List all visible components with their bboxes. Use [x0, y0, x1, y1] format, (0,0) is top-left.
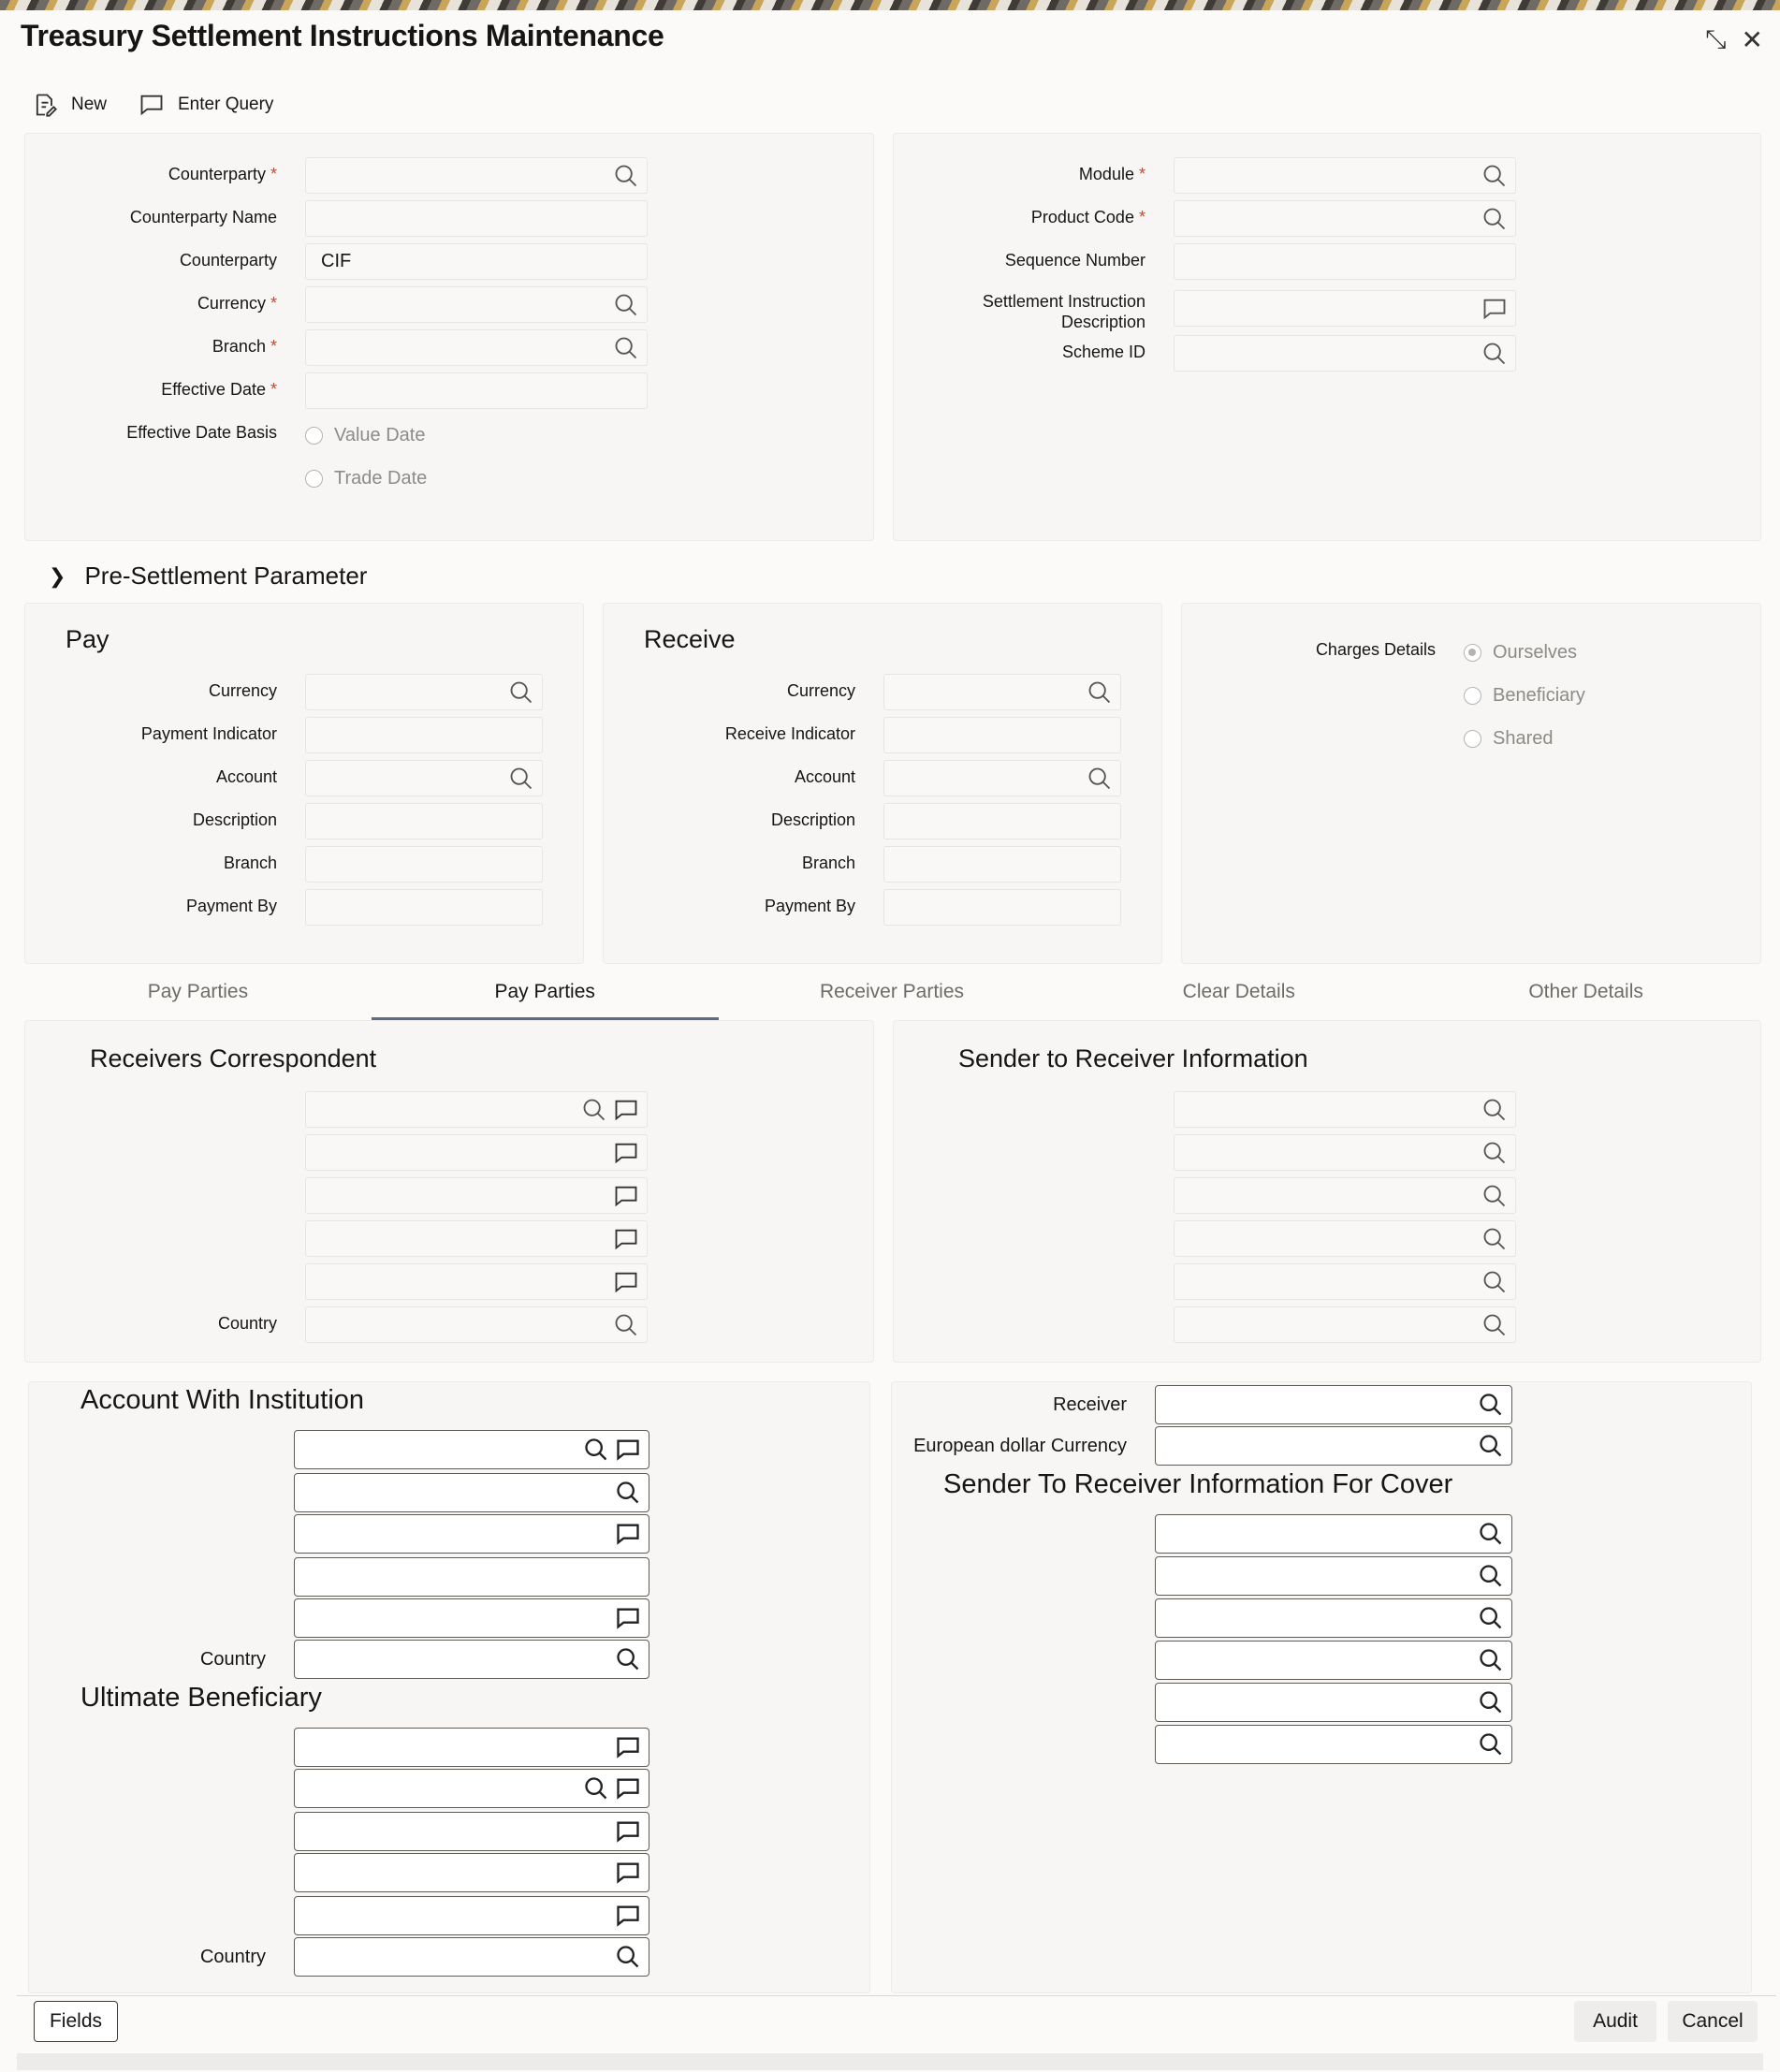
pay-branch-input[interactable] — [305, 846, 543, 883]
rc-line-1-input[interactable] — [305, 1091, 648, 1128]
cover-line-6-input[interactable] — [1155, 1725, 1512, 1764]
search-icon[interactable] — [613, 1312, 639, 1338]
radio-circle[interactable] — [1464, 644, 1481, 662]
ub-line-2-input[interactable] — [294, 1769, 649, 1808]
search-icon[interactable] — [1478, 1521, 1504, 1547]
receive-description-input[interactable] — [883, 803, 1121, 839]
comment-icon[interactable] — [615, 1605, 641, 1631]
top-decorative-strip — [0, 0, 1780, 10]
search-icon[interactable] — [1087, 766, 1113, 792]
search-icon[interactable] — [1087, 679, 1113, 706]
search-icon[interactable] — [1478, 1433, 1504, 1459]
awi-line-2-input[interactable] — [294, 1473, 649, 1512]
search-icon[interactable] — [1481, 1140, 1508, 1166]
receive-indicator-input[interactable] — [883, 717, 1121, 753]
search-icon[interactable] — [613, 163, 639, 189]
search-icon[interactable] — [613, 335, 639, 361]
awi-line-4-input[interactable] — [294, 1557, 649, 1597]
search-icon[interactable] — [1481, 1269, 1508, 1295]
receive-currency-input[interactable] — [883, 674, 1121, 710]
ultimate-beneficiary-title: Ultimate Beneficiary — [80, 1683, 322, 1713]
tab-other-details[interactable]: Other Details — [1528, 981, 1643, 1002]
search-icon[interactable] — [508, 766, 534, 792]
sequence-number-label: Sequence Number — [1004, 251, 1145, 270]
comment-icon[interactable] — [615, 1860, 641, 1886]
receive-currency-label: Currency — [786, 681, 855, 700]
str-line-4-input[interactable] — [1174, 1220, 1516, 1257]
ub-country-input[interactable] — [294, 1937, 649, 1977]
product-code-input[interactable] — [1174, 200, 1516, 237]
enter-query-button[interactable] — [139, 92, 273, 118]
cover-title: Sender To Receiver Information For Cover — [943, 1469, 1453, 1499]
settlement-desc-label-line2: Description — [1060, 313, 1145, 331]
cover-line-1-input[interactable] — [1155, 1514, 1512, 1554]
cover-receiver-label: Receiver — [1053, 1394, 1127, 1415]
chevron-right-icon: ❯ — [49, 563, 66, 588]
charges-beneficiary-radio[interactable]: Beneficiary — [1464, 685, 1585, 707]
branch-input[interactable] — [305, 329, 648, 366]
settlement-desc-input[interactable] — [1174, 290, 1516, 327]
fields-button[interactable]: Fields — [34, 2001, 118, 2042]
ub-line-5-input[interactable] — [294, 1896, 649, 1935]
pay-currency-label: Currency — [208, 681, 277, 700]
radio-circle[interactable] — [1464, 730, 1481, 748]
receive-branch-label: Branch — [801, 854, 855, 872]
window-title: Treasury Settlement Instructions Maintenance — [21, 19, 664, 52]
comment-icon[interactable] — [615, 1437, 641, 1463]
window-controls — [1705, 24, 1763, 55]
currency-label: Currency * — [197, 294, 277, 313]
effective-date-input[interactable] — [305, 372, 648, 409]
enter-query-label: Enter Query — [178, 95, 274, 114]
search-icon[interactable] — [1481, 1226, 1508, 1252]
status-bar — [17, 2053, 1763, 2070]
cover-receiver-input[interactable] — [1155, 1385, 1512, 1424]
pay-payment-by-label: Payment By — [185, 897, 277, 915]
module-label: Module * — [1078, 165, 1145, 183]
rc-line-3-input[interactable] — [305, 1177, 648, 1214]
comment-icon[interactable] — [615, 1734, 641, 1760]
scheme-id-input[interactable] — [1174, 335, 1516, 372]
comment-icon[interactable] — [1481, 296, 1508, 322]
str-line-3-input[interactable] — [1174, 1177, 1516, 1214]
effective-date-basis-label: Effective Date Basis — [126, 423, 277, 442]
str-line-1-input[interactable] — [1174, 1091, 1516, 1128]
trade-date-radio[interactable]: Trade Date — [305, 468, 427, 489]
search-icon[interactable] — [508, 679, 534, 706]
pre-settlement-title: Pre-Settlement Parameter — [84, 562, 368, 590]
search-icon[interactable] — [1478, 1605, 1504, 1631]
branch-label: Branch * — [212, 337, 277, 356]
awi-country-label: Country — [199, 1649, 266, 1670]
pay-title: Pay — [66, 625, 109, 653]
pay-branch-label: Branch — [223, 854, 277, 872]
search-icon[interactable] — [1481, 1183, 1508, 1209]
payment-indicator-label: Payment Indicator — [140, 724, 277, 743]
tab-pay-parties-2[interactable]: Pay Parties — [372, 977, 719, 1020]
ub-line-4-input[interactable] — [294, 1853, 649, 1892]
search-icon[interactable] — [1478, 1647, 1504, 1673]
charges-details-label: Charges Details — [1315, 640, 1436, 659]
search-icon[interactable] — [615, 1480, 641, 1506]
comment-icon[interactable] — [615, 1521, 641, 1547]
awi-line-1-input[interactable] — [294, 1430, 649, 1469]
str-line-6-input[interactable] — [1174, 1306, 1516, 1343]
search-icon[interactable] — [1478, 1731, 1504, 1758]
new-document-icon — [32, 92, 58, 118]
cover-line-5-input[interactable] — [1155, 1683, 1512, 1722]
receive-indicator-label: Receive Indicator — [724, 724, 855, 743]
settlement-desc-label-line1: Settlement Instruction — [982, 292, 1145, 311]
receive-account-input[interactable] — [883, 760, 1121, 796]
search-icon[interactable] — [613, 292, 639, 318]
cover-line-2-input[interactable] — [1155, 1556, 1512, 1596]
radio-circle[interactable] — [305, 470, 323, 488]
sender-to-receiver-title: Sender to Receiver Information — [958, 1044, 1308, 1072]
counterparty-name-input[interactable] — [305, 200, 648, 237]
counterparty-label: Counterparty * — [168, 165, 277, 183]
payment-indicator-input[interactable] — [305, 717, 543, 753]
search-icon[interactable] — [1481, 341, 1508, 367]
collapse-icon[interactable]: ⤡ — [1705, 24, 1727, 53]
counterparty-input[interactable] — [305, 157, 648, 194]
receive-title: Receive — [644, 625, 736, 653]
pre-settlement-toggle[interactable] — [49, 562, 367, 591]
charges-shared-radio[interactable]: Shared — [1464, 728, 1554, 750]
search-icon[interactable] — [1478, 1689, 1504, 1715]
tab-clear-details[interactable]: Clear Details — [1182, 981, 1295, 1002]
receive-description-label: Description — [770, 810, 855, 829]
ub-line-3-input[interactable] — [294, 1812, 649, 1851]
search-icon[interactable] — [1478, 1563, 1504, 1589]
search-icon[interactable] — [615, 1646, 641, 1672]
comment-icon[interactable] — [615, 1903, 641, 1929]
radio-circle[interactable] — [305, 427, 323, 445]
radio-circle[interactable] — [1464, 687, 1481, 705]
receivers-correspondent-title: Receivers Correspondent — [90, 1044, 377, 1072]
tab-receiver-parties[interactable]: Receiver Parties — [819, 981, 965, 1002]
awi-country-input[interactable] — [294, 1640, 649, 1679]
tab-bar — [24, 977, 1759, 1020]
comment-icon[interactable] — [613, 1140, 639, 1166]
product-code-label: Product Code * — [1030, 208, 1145, 226]
tab-pay-parties-1[interactable]: Pay Parties — [147, 981, 249, 1002]
rc-line-5-input[interactable] — [305, 1263, 648, 1300]
search-icon[interactable] — [1481, 1312, 1508, 1338]
awi-line-5-input[interactable] — [294, 1598, 649, 1638]
str-line-2-input[interactable] — [1174, 1134, 1516, 1171]
search-icon[interactable] — [583, 1775, 609, 1802]
comment-icon[interactable] — [613, 1269, 639, 1295]
ub-country-label: Country — [199, 1947, 266, 1967]
pay-currency-input[interactable] — [305, 674, 543, 710]
receive-branch-input[interactable] — [883, 846, 1121, 883]
effective-date-label: Effective Date * — [161, 380, 277, 399]
close-icon[interactable]: ✕ — [1741, 25, 1763, 54]
euro-currency-label: European dollar Currency — [913, 1436, 1127, 1456]
str-line-5-input[interactable] — [1174, 1263, 1516, 1300]
new-label: New — [71, 95, 108, 114]
awi-title: Account With Institution — [80, 1385, 365, 1415]
receive-account-label: Account — [794, 767, 855, 786]
rc-country-input[interactable] — [305, 1306, 648, 1343]
pay-payment-by-input[interactable] — [305, 889, 543, 926]
cover-line-3-input[interactable] — [1155, 1598, 1512, 1638]
comment-icon[interactable] — [613, 1226, 639, 1252]
rc-country-label: Country — [217, 1314, 277, 1333]
audit-button[interactable]: Audit — [1574, 2001, 1656, 2042]
awi-line-3-input[interactable] — [294, 1514, 649, 1554]
sequence-number-input[interactable] — [1174, 243, 1516, 280]
receive-payment-by-input[interactable] — [883, 889, 1121, 926]
pay-description-label: Description — [192, 810, 277, 829]
comment-icon[interactable] — [613, 1183, 639, 1209]
ub-line-1-input[interactable] — [294, 1728, 649, 1767]
search-icon[interactable] — [1481, 1097, 1508, 1123]
new-button[interactable] — [32, 92, 107, 118]
search-icon[interactable] — [1481, 163, 1508, 189]
query-icon — [139, 92, 165, 118]
cancel-button[interactable]: Cancel — [1668, 2001, 1758, 2042]
rc-line-4-input[interactable] — [305, 1220, 648, 1257]
counterparty-name-label: Counterparty Name — [129, 208, 277, 226]
search-icon[interactable] — [615, 1944, 641, 1970]
pay-description-input[interactable] — [305, 803, 543, 839]
footer-divider — [17, 1995, 1776, 1996]
pay-account-input[interactable] — [305, 760, 543, 796]
search-icon[interactable] — [1478, 1392, 1504, 1418]
pay-account-label: Account — [215, 767, 277, 786]
rc-line-2-input[interactable] — [305, 1134, 648, 1171]
module-input[interactable] — [1174, 157, 1516, 194]
counterparty-type-input[interactable]: CIF — [305, 243, 648, 280]
counterparty-type-label: Counterparty — [179, 251, 277, 270]
comment-icon[interactable] — [615, 1775, 641, 1802]
comment-icon[interactable] — [613, 1097, 639, 1123]
comment-icon[interactable] — [615, 1818, 641, 1845]
search-icon[interactable] — [581, 1097, 607, 1123]
receive-payment-by-label: Payment By — [764, 897, 855, 915]
currency-input[interactable] — [305, 286, 648, 323]
search-icon[interactable] — [583, 1437, 609, 1463]
search-icon[interactable] — [1481, 206, 1508, 232]
euro-currency-input[interactable] — [1155, 1426, 1512, 1466]
charges-ourselves-radio[interactable]: Ourselves — [1464, 642, 1577, 664]
cover-line-4-input[interactable] — [1155, 1641, 1512, 1680]
scheme-id-label: Scheme ID — [1061, 343, 1145, 361]
value-date-radio[interactable]: Value Date — [305, 425, 425, 446]
